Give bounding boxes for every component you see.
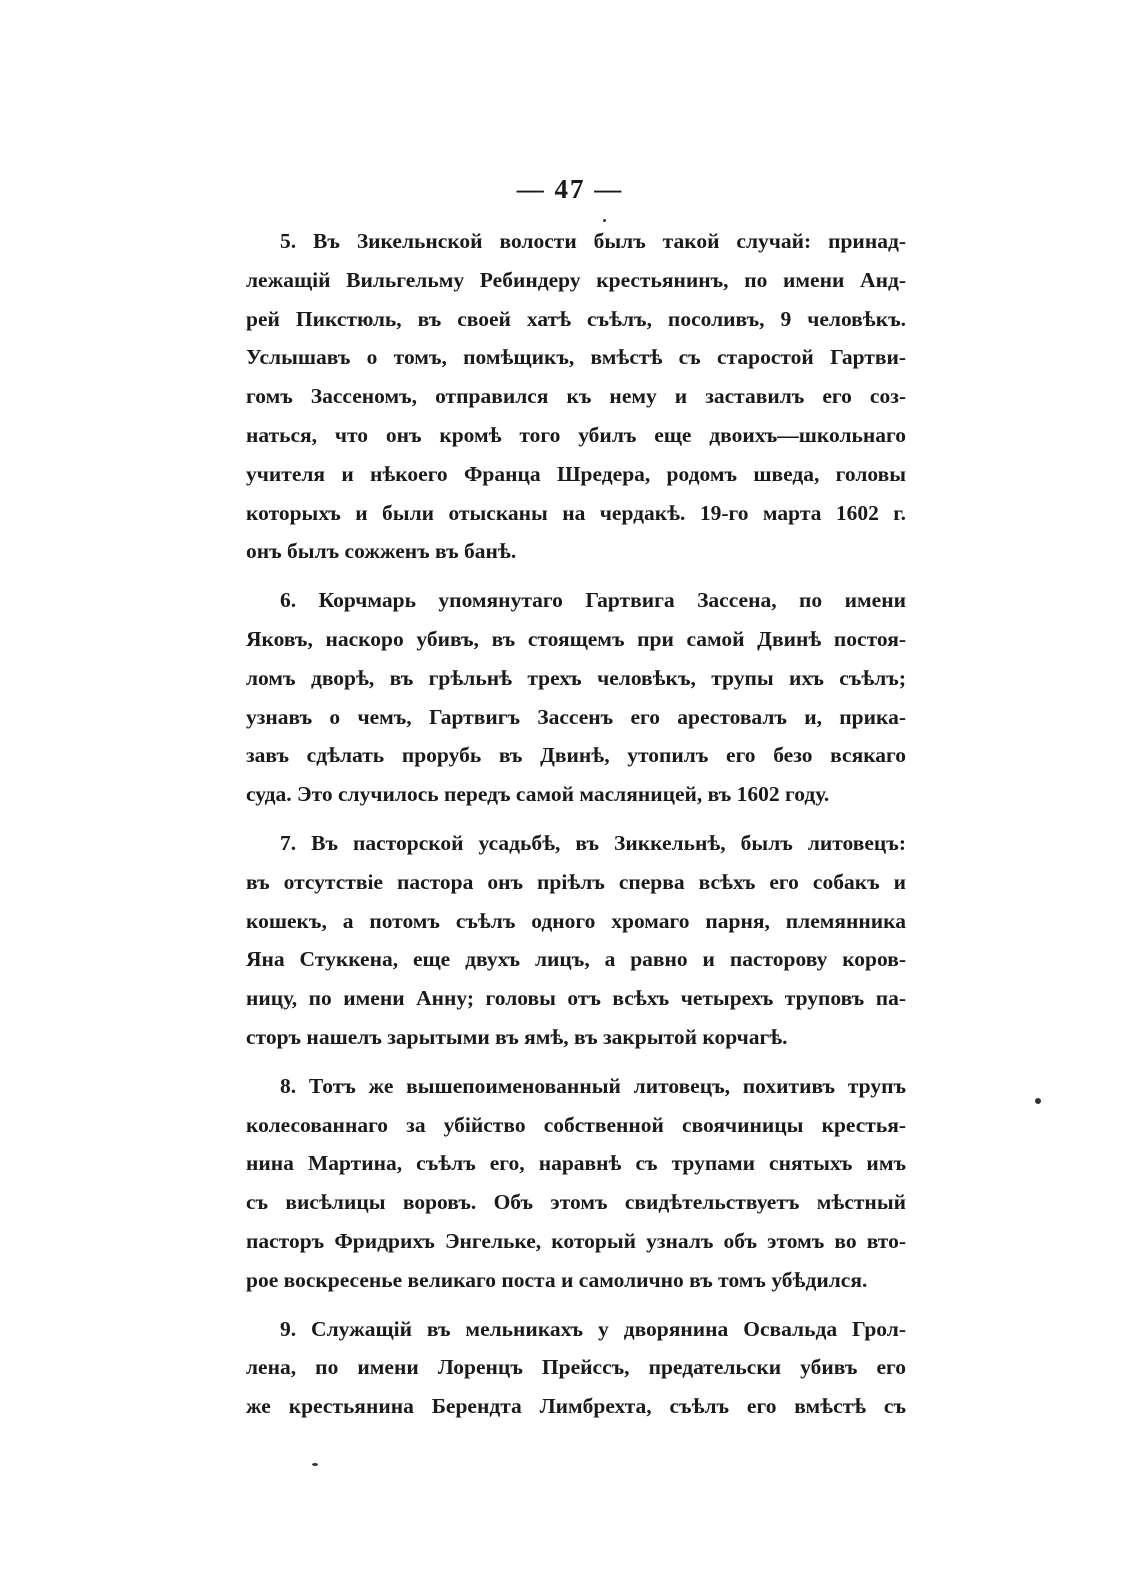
text-line: нина Мартина, съѣлъ его, наравнѣ съ трупами снятыхъ имъ (246, 1151, 906, 1176)
paragraph (246, 222, 906, 571)
paragraph-gap (246, 814, 906, 824)
text-line: Яковъ, наскоро убивъ, въ стоящемъ при самой Двинѣ постоя- (246, 626, 906, 651)
paragraph (246, 1310, 906, 1426)
text-line: лена, по имени Лоренцъ Прейссъ, предательски убивъ его (246, 1355, 906, 1380)
text-line: ницу, по имени Анну; головы отъ всѣхъ четырехъ труповъ па- (246, 986, 906, 1011)
text-line: кошекъ, а потомъ съѣлъ одного хромаго парня, племянника (246, 908, 906, 933)
text-line: 9. Служащій въ мельникахъ у дворянина Освальда Грол- (280, 1316, 906, 1341)
paragraph-gap (246, 571, 906, 581)
text-line: Услышавъ о томъ, помѣщикъ, вмѣстѣ съ старостой Гартви- (246, 345, 906, 370)
text-line: Яна Стуккена, еще двухъ лицъ, а равно и пасторову коров- (246, 947, 906, 972)
text-line: же крестьянина Берендта Лимбрехта, съѣлъ его вмѣстѣ съ (246, 1394, 906, 1419)
paragraph (246, 824, 906, 1057)
scan-speck (312, 1463, 318, 1466)
text-line: колесованнаго за убійство собственной своячиницы крестья- (246, 1112, 906, 1137)
text-line: лежащій Вильгельму Ребиндеру крестьянинъ, по имени Анд- (246, 267, 906, 292)
page-number: — 47 — (516, 174, 624, 204)
scan-speck (1035, 1098, 1041, 1104)
scan-speck (603, 219, 606, 222)
text-line: рей Пикстюль, въ своей хатѣ съѣлъ, посоливъ, 9 человѣкъ. (246, 306, 906, 331)
paragraph (246, 1067, 906, 1300)
paragraph-gap (246, 1057, 906, 1067)
text-line: учителя и нѣкоего Франца Шредера, родомъ шведа, головы (246, 461, 906, 486)
text-line: суда. Это случилось передъ самой масляницей, въ 1602 году. (246, 782, 830, 807)
text-line: рое воскресенье великаго поста и самолично въ томъ убѣдился. (246, 1267, 868, 1292)
text-line: узнавъ о чемъ, Гартвигъ Зассенъ его арестовалъ и, прика- (246, 704, 906, 729)
text-line: пасторъ Фридрихъ Энгельке, который узналъ объ этомъ во вто- (246, 1228, 906, 1253)
text-line: завъ сдѣлать прорубь въ Двинѣ, утопилъ его безо всякаго (246, 743, 906, 768)
paragraph-gap (246, 1300, 906, 1310)
text-line: сторъ нашелъ зарытыми въ ямѣ, въ закрытой корчагѣ. (246, 1024, 788, 1049)
text-line: наться, что онъ кромѣ того убилъ еще двоихъ—школьнаго (246, 422, 906, 447)
text-line: 5. Въ Зикельнской волости былъ такой случай: принад- (280, 229, 906, 253)
text-line: 6. Корчмарь упомянутаго Гартвига Зассена, по имени (280, 588, 906, 613)
text-line: съ висѣлицы воровъ. Объ этомъ свидѣтельствуетъ мѣстный (246, 1190, 906, 1215)
text-line: гомъ Зассеномъ, отправился къ нему и заставилъ его соз- (246, 384, 906, 409)
text-line: въ отсутствіе пастора онъ пріѣлъ сперва всѣхъ его собакъ и (246, 869, 906, 894)
text-line: ломъ дворѣ, въ грѣльнѣ трехъ человѣкъ, трупы ихъ съѣлъ; (246, 665, 906, 690)
page-body-text (246, 222, 906, 1426)
text-line: которыхъ и были отысканы на чердакѣ. 19-го марта 1602 г. (246, 500, 906, 525)
paragraph (246, 581, 906, 814)
text-line: 8. Тотъ же вышепоименованный литовецъ, похитивъ трупъ (280, 1073, 906, 1098)
text-line: онъ былъ сожженъ въ банѣ. (246, 539, 517, 564)
text-line: 7. Въ пасторской усадьбѣ, въ Зиккельнѣ, былъ литовецъ: (280, 830, 906, 855)
